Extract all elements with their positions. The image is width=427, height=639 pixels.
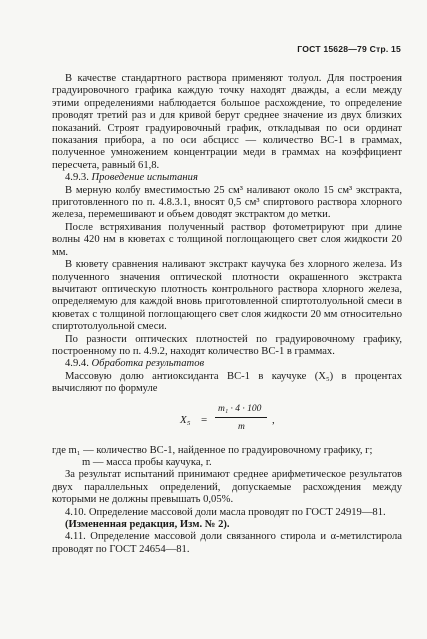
paragraph-reference-cuvette: В кювету сравнения наливают экстракт каучука без хлорного железа. Из полученного значения оптической плотности окрашенного экстракта вычитают оптическую плотность контрольного раствора хлорного железа, определяемую для каждой вновь приготовленной спиртотолуольной смеси в кюветах с толщиной поглощающего свет слоя жидкости 20 мм относительно спиртотолуольной смеси. [52,259,402,333]
section-heading-4-9-4 [52,358,402,370]
page-header: ГОСТ 15628—79 Стр. 15 [297,44,401,54]
section-heading-4-9-3 [52,172,402,184]
paragraph-standard-solution: В качестве стандартного раствора применяют толуол. Для построения градуировочного графика каждую точку находят дважды, а если между этими определениями наблюдается большое расхождение, то определение проводят третий раз и для кривой берут среднее значение из двух близких показаний. Строят градуировочный график, откладывая по оси ординат показания прибора, а по оси абсцисс — количество ВС-1 в граммах, полученное умножением концентрации меди в граммах на коэффициент пересчета, равный 61,8. [52,73,402,171]
section-title: Обработка результатов [91,358,205,370]
paragraph-optical-density: По разности оптических плотностей по градуировочному графику, построенному по п. 4.9.2, находят количество ВС-1 в граммах. [52,333,402,357]
formula-numerator: m₁ · 4 · 100 [218,403,262,414]
section-title: Проведение испытания [91,172,198,184]
paragraph-photometry: После встряхивания полученный раствор фотометрируют при длине волны 420 нм в кюветах с толщиной поглощающего свет слоя жидкости 20 мм. [52,221,402,258]
section-number: 4.9.4. [65,358,92,370]
paragraph-4-11: 4.11. Определение массовой доли связанного стирола и α-метилстирола проводят по ГОСТ 24654—81. [52,531,402,555]
paragraph-mass-fraction: Массовую долю антиоксиданта ВС-1 в каучуке (X₅) в процентах вычисляют по формуле [52,370,402,395]
paragraph-flask: В мерную колбу вместимостью 25 см³ наливают около 15 см³ экстракта, приготовленного по п. 4.8.3.1, вносят 0,5 см³ спиртового раствора хлорного железа, перемешивают и объем доводят экстрактом до метки. [52,184,402,221]
where-m1: где m₁ — количество ВС-1, найденное по градуировочному графику, г; [52,444,373,456]
paragraph-4-10: 4.10. Определение массовой доли масла проводят по ГОСТ 24919—81. [65,506,386,518]
where-m: m — масса пробы каучука, г. [82,456,212,468]
document-body [52,73,402,556]
paragraph-result: За результат испытаний принимают среднее арифметическое результатов двух параллельных определений, допускаемые расхождения между которыми не должны превышать 0,05%. [52,469,402,506]
formula-denominator: m [238,421,245,432]
fraction-bar [215,417,267,418]
formula [52,400,402,440]
formula-lhs: X₅ [180,413,191,426]
section-number: 4.9.3. [65,172,92,184]
amendment-note: (Измененная редакция, Изм. № 2). [65,519,230,530]
formula-comma: , [272,413,275,426]
formula-equals: = [201,413,208,426]
